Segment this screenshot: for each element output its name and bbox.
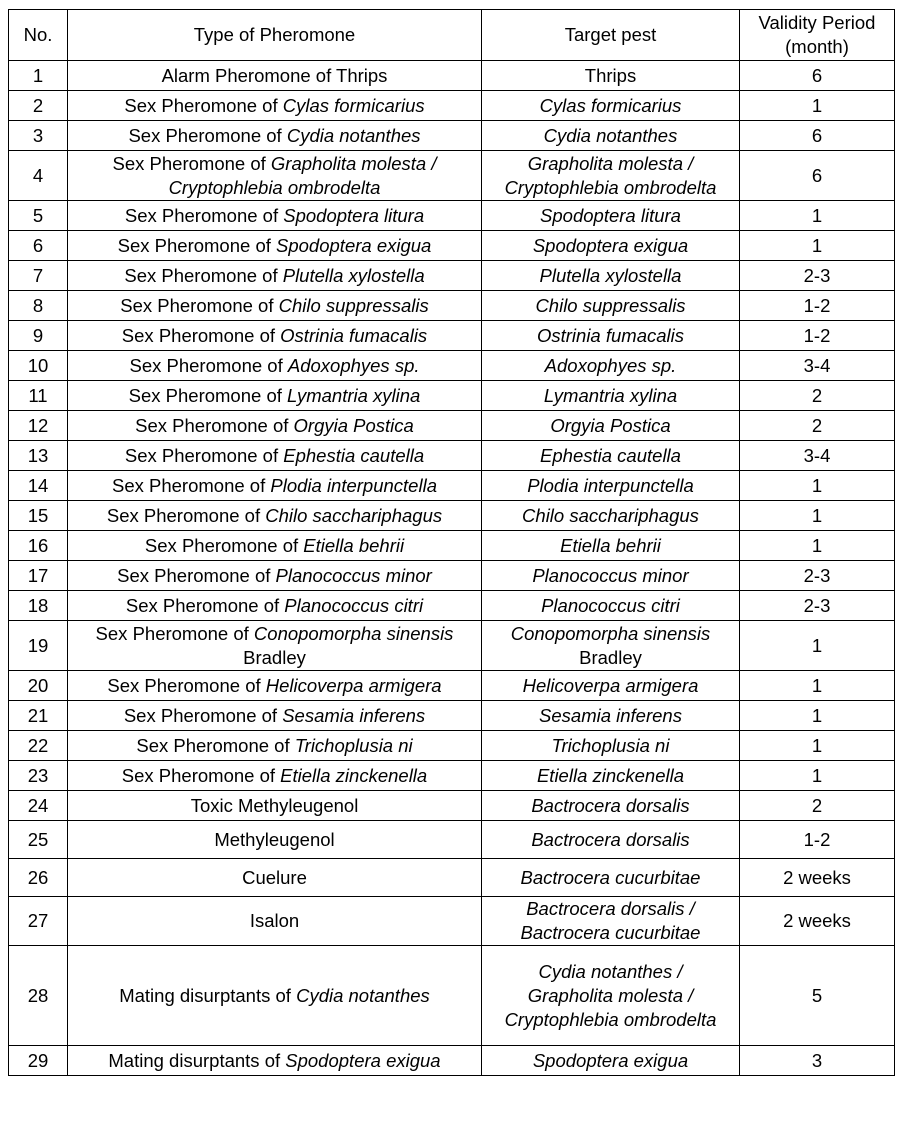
table-row — [9, 671, 895, 701]
text-segment: Sex Pheromone of — [107, 674, 266, 696]
cell-pheromone-type — [68, 821, 482, 859]
text-segment: Isalon — [249, 910, 300, 931]
cell-target-pest — [482, 859, 740, 897]
cell-no: 20 — [9, 671, 68, 701]
table-row — [9, 621, 895, 671]
table-row — [9, 791, 895, 821]
cell-target-pest — [482, 151, 740, 201]
cell-validity: 1 — [740, 731, 895, 761]
text-segment: Sex Pheromone of — [124, 444, 284, 466]
cell-validity: 2-3 — [740, 591, 895, 621]
species-name: Cydia notanthes — [296, 984, 430, 1006]
text-segment: Sex Pheromone of — [124, 264, 283, 286]
species-name: Sesamia inferens — [282, 704, 426, 726]
cell-pheromone-type — [68, 859, 482, 897]
species-name: Etiella behrii — [560, 534, 661, 556]
cell-no: 25 — [9, 821, 68, 859]
species-name: Ostrinia fumacalis — [280, 324, 428, 346]
species-name: Conopomorpha sinensis — [253, 622, 454, 644]
table-row — [9, 591, 895, 621]
cell-validity: 6 — [740, 61, 895, 91]
text-segment: Mating disurptants of — [108, 1049, 286, 1071]
species-name: Chilo sacchariphagus — [265, 504, 443, 526]
cell-pheromone-type — [68, 151, 482, 201]
species-name: Etiella zinckenella — [536, 764, 685, 786]
header-row — [9, 10, 895, 61]
cell-target-pest — [482, 441, 740, 471]
species-name: Spodoptera exigua — [532, 1049, 689, 1071]
cell-pheromone-type — [68, 671, 482, 701]
cell-no: 6 — [9, 231, 68, 261]
species-name: Trichoplusia ni — [294, 734, 413, 756]
cell-validity: 2 — [740, 411, 895, 441]
species-name: Etiella zinckenella — [280, 764, 428, 786]
table-row — [9, 121, 895, 151]
species-name: Plodia interpunctella — [270, 474, 437, 496]
cell-pheromone-type — [68, 946, 482, 1046]
cell-no: 29 — [9, 1046, 68, 1076]
cell-pheromone-type — [68, 321, 482, 351]
table-row — [9, 151, 895, 201]
cell-validity: 6 — [740, 151, 895, 201]
cell-validity: 3-4 — [740, 441, 895, 471]
table-row — [9, 351, 895, 381]
cell-pheromone-type — [68, 291, 482, 321]
text-segment: Bradley — [243, 646, 306, 668]
cell-pheromone-type — [68, 261, 482, 291]
species-name: Bactrocera dorsalis — [531, 828, 690, 850]
cell-target-pest — [482, 946, 740, 1046]
text-segment: Sex Pheromone of — [144, 534, 304, 556]
cell-validity: 2 weeks — [740, 859, 895, 897]
cell-target-pest — [482, 561, 740, 591]
cell-target-pest — [482, 501, 740, 531]
species-name: Adoxophyes sp. — [287, 354, 420, 376]
cell-target-pest — [482, 531, 740, 561]
cell-pheromone-type — [68, 231, 482, 261]
species-name: Sesamia inferens — [539, 704, 682, 726]
cell-no: 21 — [9, 701, 68, 731]
table-row — [9, 91, 895, 121]
species-name: Ostrinia fumacalis — [536, 324, 684, 346]
cell-target-pest — [482, 671, 740, 701]
cell-pheromone-type — [68, 351, 482, 381]
table-row — [9, 897, 895, 946]
table-row — [9, 261, 895, 291]
cell-validity: 2 — [740, 381, 895, 411]
cell-target-pest — [482, 761, 740, 791]
cell-validity: 1 — [740, 701, 895, 731]
cell-pheromone-type — [68, 591, 482, 621]
species-name: Orgyia Postica — [550, 414, 671, 436]
species-name: Chilo suppressalis — [278, 294, 429, 316]
species-name: Cylas formicarius — [282, 94, 425, 116]
species-name: Spodoptera exigua — [276, 234, 432, 256]
pheromone-table — [8, 9, 895, 1076]
text-segment: Sex Pheromone of — [95, 622, 254, 644]
cell-validity: 1 — [740, 501, 895, 531]
species-name: Chilo sacchariphagus — [522, 504, 699, 526]
table-body — [9, 61, 895, 1076]
species-name: Planococcus citri — [284, 594, 424, 616]
table-row — [9, 201, 895, 231]
cell-no: 18 — [9, 591, 68, 621]
species-name: Planococcus minor — [275, 564, 432, 586]
text-segment: Sex Pheromone of — [128, 384, 288, 406]
cell-target-pest — [482, 91, 740, 121]
species-name: Grapholita molesta / Cryptophlebia ombrodelta — [168, 152, 437, 198]
cell-pheromone-type — [68, 91, 482, 121]
text-segment: Sex Pheromone of — [117, 234, 277, 256]
species-name: Spodoptera litura — [540, 204, 681, 226]
cell-target-pest — [482, 1046, 740, 1076]
species-name: Helicoverpa armigera — [522, 674, 699, 696]
cell-target-pest — [482, 291, 740, 321]
species-name: Bactrocera dorsalis / Bactrocera cucurbitae — [520, 898, 701, 943]
species-name: Orgyia Postica — [293, 414, 414, 436]
species-name: Planococcus citri — [541, 594, 680, 616]
text-segment: Alarm Pheromone of Thrips — [161, 64, 388, 86]
species-name: Conopomorpha sinensis — [510, 622, 711, 644]
text-segment: Sex Pheromone of — [112, 152, 271, 174]
cell-validity: 1 — [740, 761, 895, 791]
cell-target-pest — [482, 701, 740, 731]
cell-pheromone-type — [68, 471, 482, 501]
text-segment: Toxic Methyleugenol — [190, 794, 359, 816]
species-name: Planococcus minor — [532, 564, 689, 586]
table-row — [9, 821, 895, 859]
text-segment: Mating disurptants of — [119, 984, 297, 1006]
cell-pheromone-type — [68, 791, 482, 821]
table-row — [9, 501, 895, 531]
text-segment: Bradley — [579, 646, 642, 668]
cell-pheromone-type — [68, 561, 482, 591]
cell-no: 15 — [9, 501, 68, 531]
cell-pheromone-type — [68, 731, 482, 761]
cell-validity: 2 — [740, 791, 895, 821]
table-row — [9, 731, 895, 761]
species-name: Bactrocera dorsalis — [531, 794, 690, 816]
table-row — [9, 1046, 895, 1076]
cell-pheromone-type — [68, 201, 482, 231]
cell-pheromone-type — [68, 531, 482, 561]
species-name: Etiella behrii — [303, 534, 405, 556]
species-name: Plutella xylostella — [539, 264, 682, 286]
text-segment: Sex Pheromone of — [121, 764, 281, 786]
text-segment: Sex Pheromone of — [120, 294, 279, 316]
species-name: Cylas formicarius — [539, 94, 682, 116]
cell-pheromone-type — [68, 701, 482, 731]
cell-no: 5 — [9, 201, 68, 231]
text-segment: Sex Pheromone of — [106, 504, 266, 526]
cell-validity: 1-2 — [740, 291, 895, 321]
cell-pheromone-type — [68, 1046, 482, 1076]
cell-target-pest — [482, 261, 740, 291]
text-segment: Sex Pheromone of — [124, 204, 284, 226]
cell-target-pest — [482, 201, 740, 231]
cell-no: 10 — [9, 351, 68, 381]
cell-pheromone-type — [68, 61, 482, 91]
species-name: Cydia notanthes — [286, 124, 421, 146]
cell-no: 4 — [9, 151, 68, 201]
species-name: Plutella xylostella — [282, 264, 425, 286]
header-validity: Validity Period (month) — [740, 10, 895, 61]
text-segment: Sex Pheromone of — [135, 414, 294, 436]
cell-validity: 1 — [740, 201, 895, 231]
cell-no: 17 — [9, 561, 68, 591]
cell-target-pest — [482, 121, 740, 151]
text-segment: Sex Pheromone of — [121, 324, 281, 346]
species-name: Cydia notanthes — [543, 124, 678, 146]
table-row — [9, 321, 895, 351]
text-segment: Sex Pheromone of — [123, 704, 283, 726]
cell-no: 22 — [9, 731, 68, 761]
table-row — [9, 531, 895, 561]
cell-no: 8 — [9, 291, 68, 321]
table-row — [9, 701, 895, 731]
text-segment: Sex Pheromone of — [136, 734, 295, 756]
cell-pheromone-type — [68, 411, 482, 441]
table-header — [9, 10, 895, 61]
text-segment: Methyleugenol — [214, 828, 335, 850]
cell-target-pest — [482, 821, 740, 859]
text-segment: Thrips — [584, 64, 637, 86]
cell-no: 24 — [9, 791, 68, 821]
species-name: Lymantria xylina — [287, 384, 421, 406]
cell-target-pest — [482, 731, 740, 761]
species-name: Spodoptera exigua — [285, 1049, 441, 1071]
text-segment: Sex Pheromone of — [117, 564, 276, 586]
cell-validity: 3 — [740, 1046, 895, 1076]
text-segment: Cuelure — [242, 866, 307, 888]
cell-no: 3 — [9, 121, 68, 151]
cell-target-pest — [482, 897, 740, 946]
cell-validity: 1 — [740, 231, 895, 261]
cell-no: 27 — [9, 897, 68, 946]
text-segment: Sex Pheromone of — [124, 94, 283, 116]
cell-target-pest — [482, 591, 740, 621]
cell-target-pest — [482, 231, 740, 261]
species-name: Plodia interpunctella — [527, 474, 694, 496]
table-row — [9, 761, 895, 791]
cell-no: 14 — [9, 471, 68, 501]
table-row — [9, 61, 895, 91]
cell-target-pest — [482, 791, 740, 821]
cell-validity: 1 — [740, 621, 895, 671]
cell-validity: 1 — [740, 91, 895, 121]
table-row — [9, 291, 895, 321]
cell-validity: 6 — [740, 121, 895, 151]
text-segment: Sex Pheromone of — [112, 474, 271, 496]
text-segment: Sex Pheromone of — [125, 594, 285, 616]
table-row — [9, 471, 895, 501]
header-no: No. — [9, 10, 68, 61]
cell-pheromone-type — [68, 121, 482, 151]
table-row — [9, 946, 895, 1046]
species-name: Adoxophyes sp. — [544, 354, 677, 376]
cell-no: 28 — [9, 946, 68, 1046]
cell-target-pest — [482, 471, 740, 501]
species-name: Helicoverpa armigera — [265, 674, 442, 696]
cell-pheromone-type — [68, 897, 482, 946]
species-name: Ephestia cautella — [283, 444, 425, 466]
cell-no: 7 — [9, 261, 68, 291]
cell-target-pest — [482, 621, 740, 671]
header-type: Type of Pheromone — [68, 10, 482, 61]
cell-no: 16 — [9, 531, 68, 561]
cell-validity: 1-2 — [740, 821, 895, 859]
cell-validity: 1 — [740, 671, 895, 701]
cell-pheromone-type — [68, 761, 482, 791]
table-row — [9, 411, 895, 441]
cell-validity: 2-3 — [740, 561, 895, 591]
cell-target-pest — [482, 351, 740, 381]
cell-validity: 2-3 — [740, 261, 895, 291]
species-name: Spodoptera exigua — [532, 234, 689, 256]
cell-pheromone-type — [68, 621, 482, 671]
cell-no: 9 — [9, 321, 68, 351]
cell-no: 12 — [9, 411, 68, 441]
cell-pheromone-type — [68, 501, 482, 531]
species-name: Bactrocera cucurbitae — [520, 866, 701, 888]
cell-pheromone-type — [68, 381, 482, 411]
species-name: Lymantria xylina — [543, 384, 678, 406]
cell-validity: 1 — [740, 531, 895, 561]
cell-validity: 1-2 — [740, 321, 895, 351]
species-name: Trichoplusia ni — [551, 734, 670, 756]
cell-pheromone-type — [68, 441, 482, 471]
cell-no: 2 — [9, 91, 68, 121]
cell-validity: 1 — [740, 471, 895, 501]
cell-no: 19 — [9, 621, 68, 671]
table-row — [9, 561, 895, 591]
species-name: Spodoptera litura — [283, 204, 425, 226]
header-target-pest: Target pest — [482, 10, 740, 61]
table-row — [9, 381, 895, 411]
species-name: Cydia notanthes / Grapholita molesta / Cryptophlebia ombrodelta — [504, 960, 717, 1030]
cell-validity: 3-4 — [740, 351, 895, 381]
table-row — [9, 859, 895, 897]
cell-no: 13 — [9, 441, 68, 471]
cell-no: 23 — [9, 761, 68, 791]
text-segment: Sex Pheromone of — [129, 354, 288, 376]
species-name: Ephestia cautella — [540, 444, 681, 466]
text-segment: Sex Pheromone of — [128, 124, 287, 146]
table-row — [9, 231, 895, 261]
cell-target-pest — [482, 61, 740, 91]
species-name: Grapholita molesta / Cryptophlebia ombrodelta — [504, 152, 717, 198]
cell-target-pest — [482, 321, 740, 351]
cell-no: 11 — [9, 381, 68, 411]
cell-target-pest — [482, 411, 740, 441]
species-name: Chilo suppressalis — [535, 294, 686, 316]
cell-target-pest — [482, 381, 740, 411]
cell-no: 26 — [9, 859, 68, 897]
cell-validity: 2 weeks — [740, 897, 895, 946]
table-row — [9, 441, 895, 471]
cell-no: 1 — [9, 61, 68, 91]
cell-validity: 5 — [740, 946, 895, 1046]
